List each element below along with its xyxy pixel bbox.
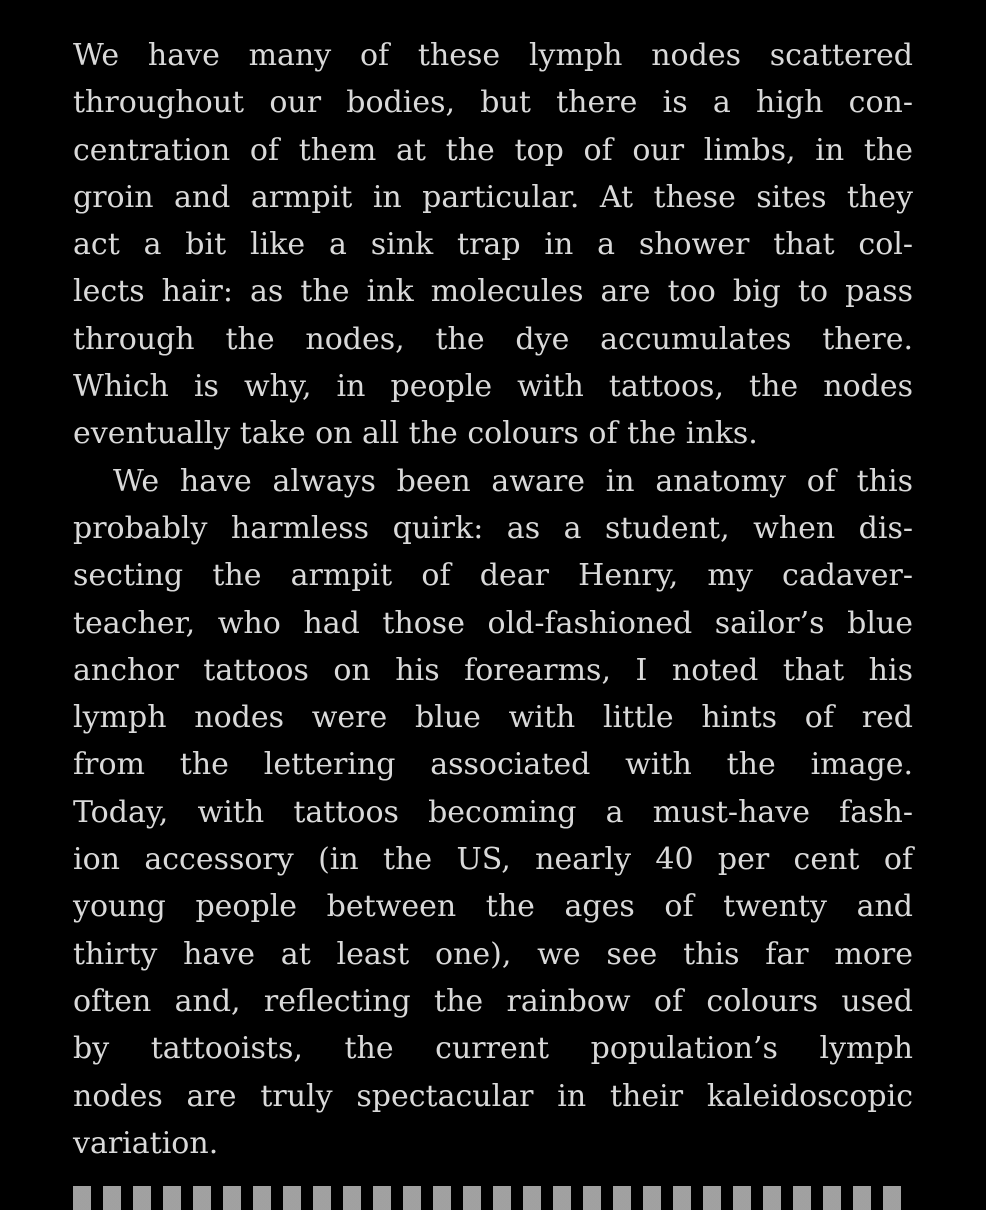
text-line: act a bit like a sink trap in a shower that col- [73, 227, 913, 263]
paragraph-1 [73, 32, 913, 458]
text-line: probably harmless quirk: as a student, when dis- [73, 510, 913, 546]
text-line: ion accessory (in the US, nearly 40 per cent of [73, 842, 913, 878]
text-line: We have many of these lymph nodes scattered [73, 38, 913, 73]
text-line: We have always been aware in anatomy of this [113, 463, 913, 499]
text-line: Today, with tattoos becoming a must-have fash- [73, 794, 913, 830]
partial-text-line-fragment [73, 1186, 913, 1210]
text-line: Which is why, in people with tattoos, the nodes [73, 369, 913, 405]
text-line: nodes are truly spectacular in their kaleidoscopic [73, 1078, 913, 1114]
text-line: eventually take on all the colours of the inks. [73, 416, 758, 452]
cut-off-next-line [73, 1180, 913, 1210]
paragraph-2 [73, 458, 913, 1167]
text-line: often and, reflecting the rainbow of colours used [73, 983, 913, 1019]
text-line: young people between the ages of twenty and [73, 889, 913, 925]
text-line: throughout our bodies, but there is a high con- [73, 85, 913, 121]
text-line: anchor tattoos on his forearms, I noted that his [73, 652, 913, 688]
text-line: variation. [73, 1125, 219, 1161]
text-line: through the nodes, the dye accumulates there. [73, 321, 913, 357]
text-line: lymph nodes were blue with little hints of red [73, 700, 913, 736]
text-line: teacher, who had those old-fashioned sailor’s blue [73, 605, 913, 641]
text-line: by tattooists, the current population’s lymph [73, 1031, 913, 1067]
text-line: thirty have at least one), we see this far more [73, 936, 913, 972]
text-line: lects hair: as the ink molecules are too big to pass [73, 274, 913, 310]
text-line: from the lettering associated with the image. [73, 747, 913, 783]
text-line: groin and armpit in particular. At these sites they [73, 179, 913, 215]
text-line: centration of them at the top of our limbs, in the [73, 132, 913, 168]
book-page-text [73, 32, 913, 1167]
text-line: secting the armpit of dear Henry, my cadaver- [73, 558, 913, 594]
